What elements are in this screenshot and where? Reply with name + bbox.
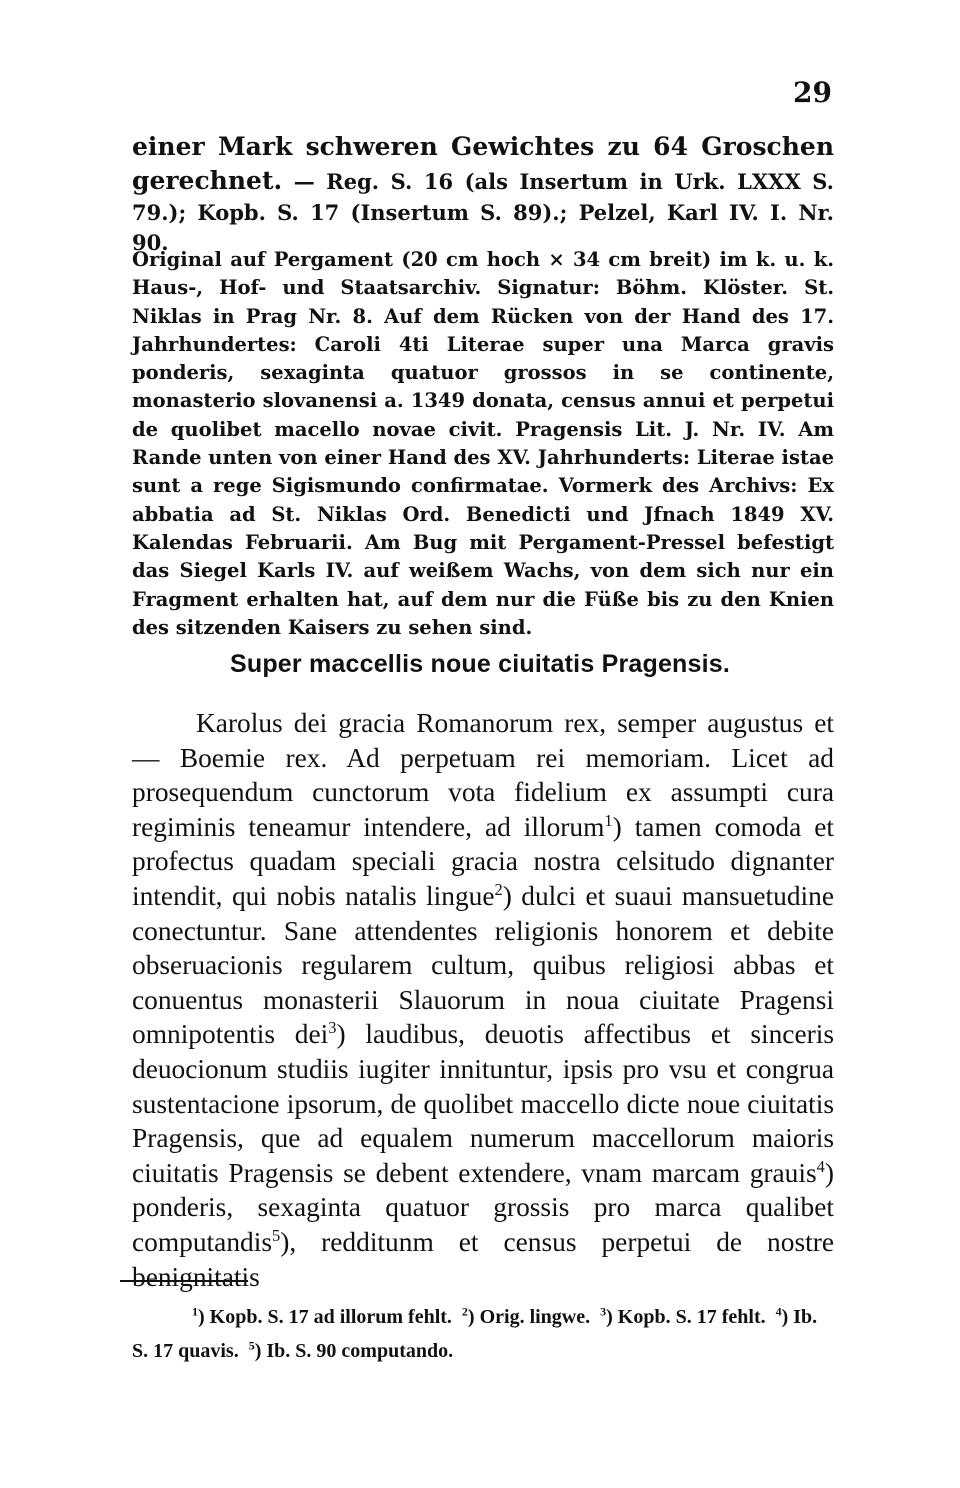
footnote-2: ) Orig. lingwe. xyxy=(467,1306,591,1328)
footnote-5: ) Ib. S. 90 computando. xyxy=(254,1340,454,1362)
intro-paragraph xyxy=(132,130,834,258)
archival-note-text: Original auf Pergament (20 cm hoch × 34 cm breit) im k. u. k. Haus-, Hof- und Staatsarchiv. Signatur: Böhm. Klöster. St. Niklas in Prag Nr. 8. Auf dem Rücken von der Hand des 17. Jahrhundertes: Caroli 4ti Literae super una Marca gravis ponderis, sexaginta quatuor grossos in se continente, monasterio slovanensi a. 1349 donata, census annui et perpetui de quolibet macello novae civit. Pragensis Lit. J. Nr. IV. Am Rande unten von einer Hand des XV. Jahrhunderts: Literae istae sunt a rege Sigismundo confirmatae. Vormerk des Archivs: Ex abbatia ad St. Niklas Ord. Benedicti und Jfnach 1849 XV. Kalendas Februarii. Am Bug mit Pergament-Pressel befestigt das Siegel Karls IV. auf weißem Wachs, von dem sich nur ein Fragment erhalten hat, auf dem nur die Füße bis zu den Knien des sitzenden Kaisers zu sehen sind. xyxy=(132,248,834,639)
charter-part-3: ) dulci et suaui mansuetudine conectuntur. Sane attendentes religionis honorem et debite obseruacionis regularem cultum, quibus religiosi abbas et conuentus monasterii Slauorum in noua ciuitate Pragensi omnipotentis dei xyxy=(132,880,834,1050)
footnote-ref-1: 1 xyxy=(604,810,613,830)
intro-line-2: — Reg. S. 16 (als Insertum in Urk. LXXX S. 79.); Kopb. S. 17 (Insertum S. 89).; Pelzel, Karl IV. I. Nr. 90. xyxy=(132,169,834,255)
footnote-mark-3: 3 xyxy=(600,1304,607,1319)
charter-heading: Super maccellis noue ciuitatis Pragensis. xyxy=(229,650,731,678)
page-number: 29 xyxy=(793,76,832,109)
charter-part-5: ) ponderis, sexaginta quatuor grossis pro marca qualibet computandis xyxy=(132,1157,834,1257)
intro-line-1: einer Mark schweren Gewichtes zu 64 Groschen gerechnet. xyxy=(132,132,834,195)
footnotes-text xyxy=(132,1300,834,1368)
charter-part-4: ) laudibus, deuotis affectibus et sinceris deuocionum studiis iugiter innituntur, ipsis pro vsu et congrua sustentacione ipsorum, de quolibet maccello dicte noue ciuitatis Pragensis, que ad equalem numerum maccellorum maioris ciuitatis Pragensis se debent extendere, vnam marcam grauis xyxy=(132,1019,834,1188)
footnote-ref-3: 3 xyxy=(328,1018,337,1038)
footnote-ref-2: 2 xyxy=(494,879,503,899)
footnote-1: ) Kopb. S. 17 ad illorum fehlt. xyxy=(198,1306,452,1328)
charter-text xyxy=(132,706,834,1294)
footnote-mark-5: 5 xyxy=(248,1338,255,1353)
footnote-ref-5: 5 xyxy=(271,1225,281,1245)
charter-part-1: Karolus dei gracia Romanorum rex, semper augustus et — Boemie rex. Ad perpetuam rei memoriam. Licet ad prosequendum cunctorum vota fidelium ex assumpti cura regiminis teneamur intendere, ad illorum xyxy=(132,708,834,842)
archival-note xyxy=(132,246,834,642)
footnote-4: ) Ib. S. 17 quavis. xyxy=(132,1306,818,1362)
footnote-3: ) Kopb. S. 17 fehlt. xyxy=(606,1306,766,1328)
charter-part-2: ) tamen comoda et profectus quadam speciali gracia nostra celsitudo dignanter intendit, qui nobis natalis lingue xyxy=(132,811,834,911)
footnotes xyxy=(132,1300,834,1368)
charter-paragraph xyxy=(132,706,834,1294)
footnote-mark-1: 1 xyxy=(192,1304,198,1319)
footnote-mark-2: 2 xyxy=(461,1304,468,1319)
footnote-mark-4: 4 xyxy=(775,1304,782,1319)
footnote-divider xyxy=(120,1280,248,1282)
charter-part-6: ), redditunm et census perpetui de nostre benignitatis xyxy=(132,1226,834,1292)
intro-text xyxy=(132,130,834,258)
footnote-ref-4: 4 xyxy=(816,1156,825,1176)
